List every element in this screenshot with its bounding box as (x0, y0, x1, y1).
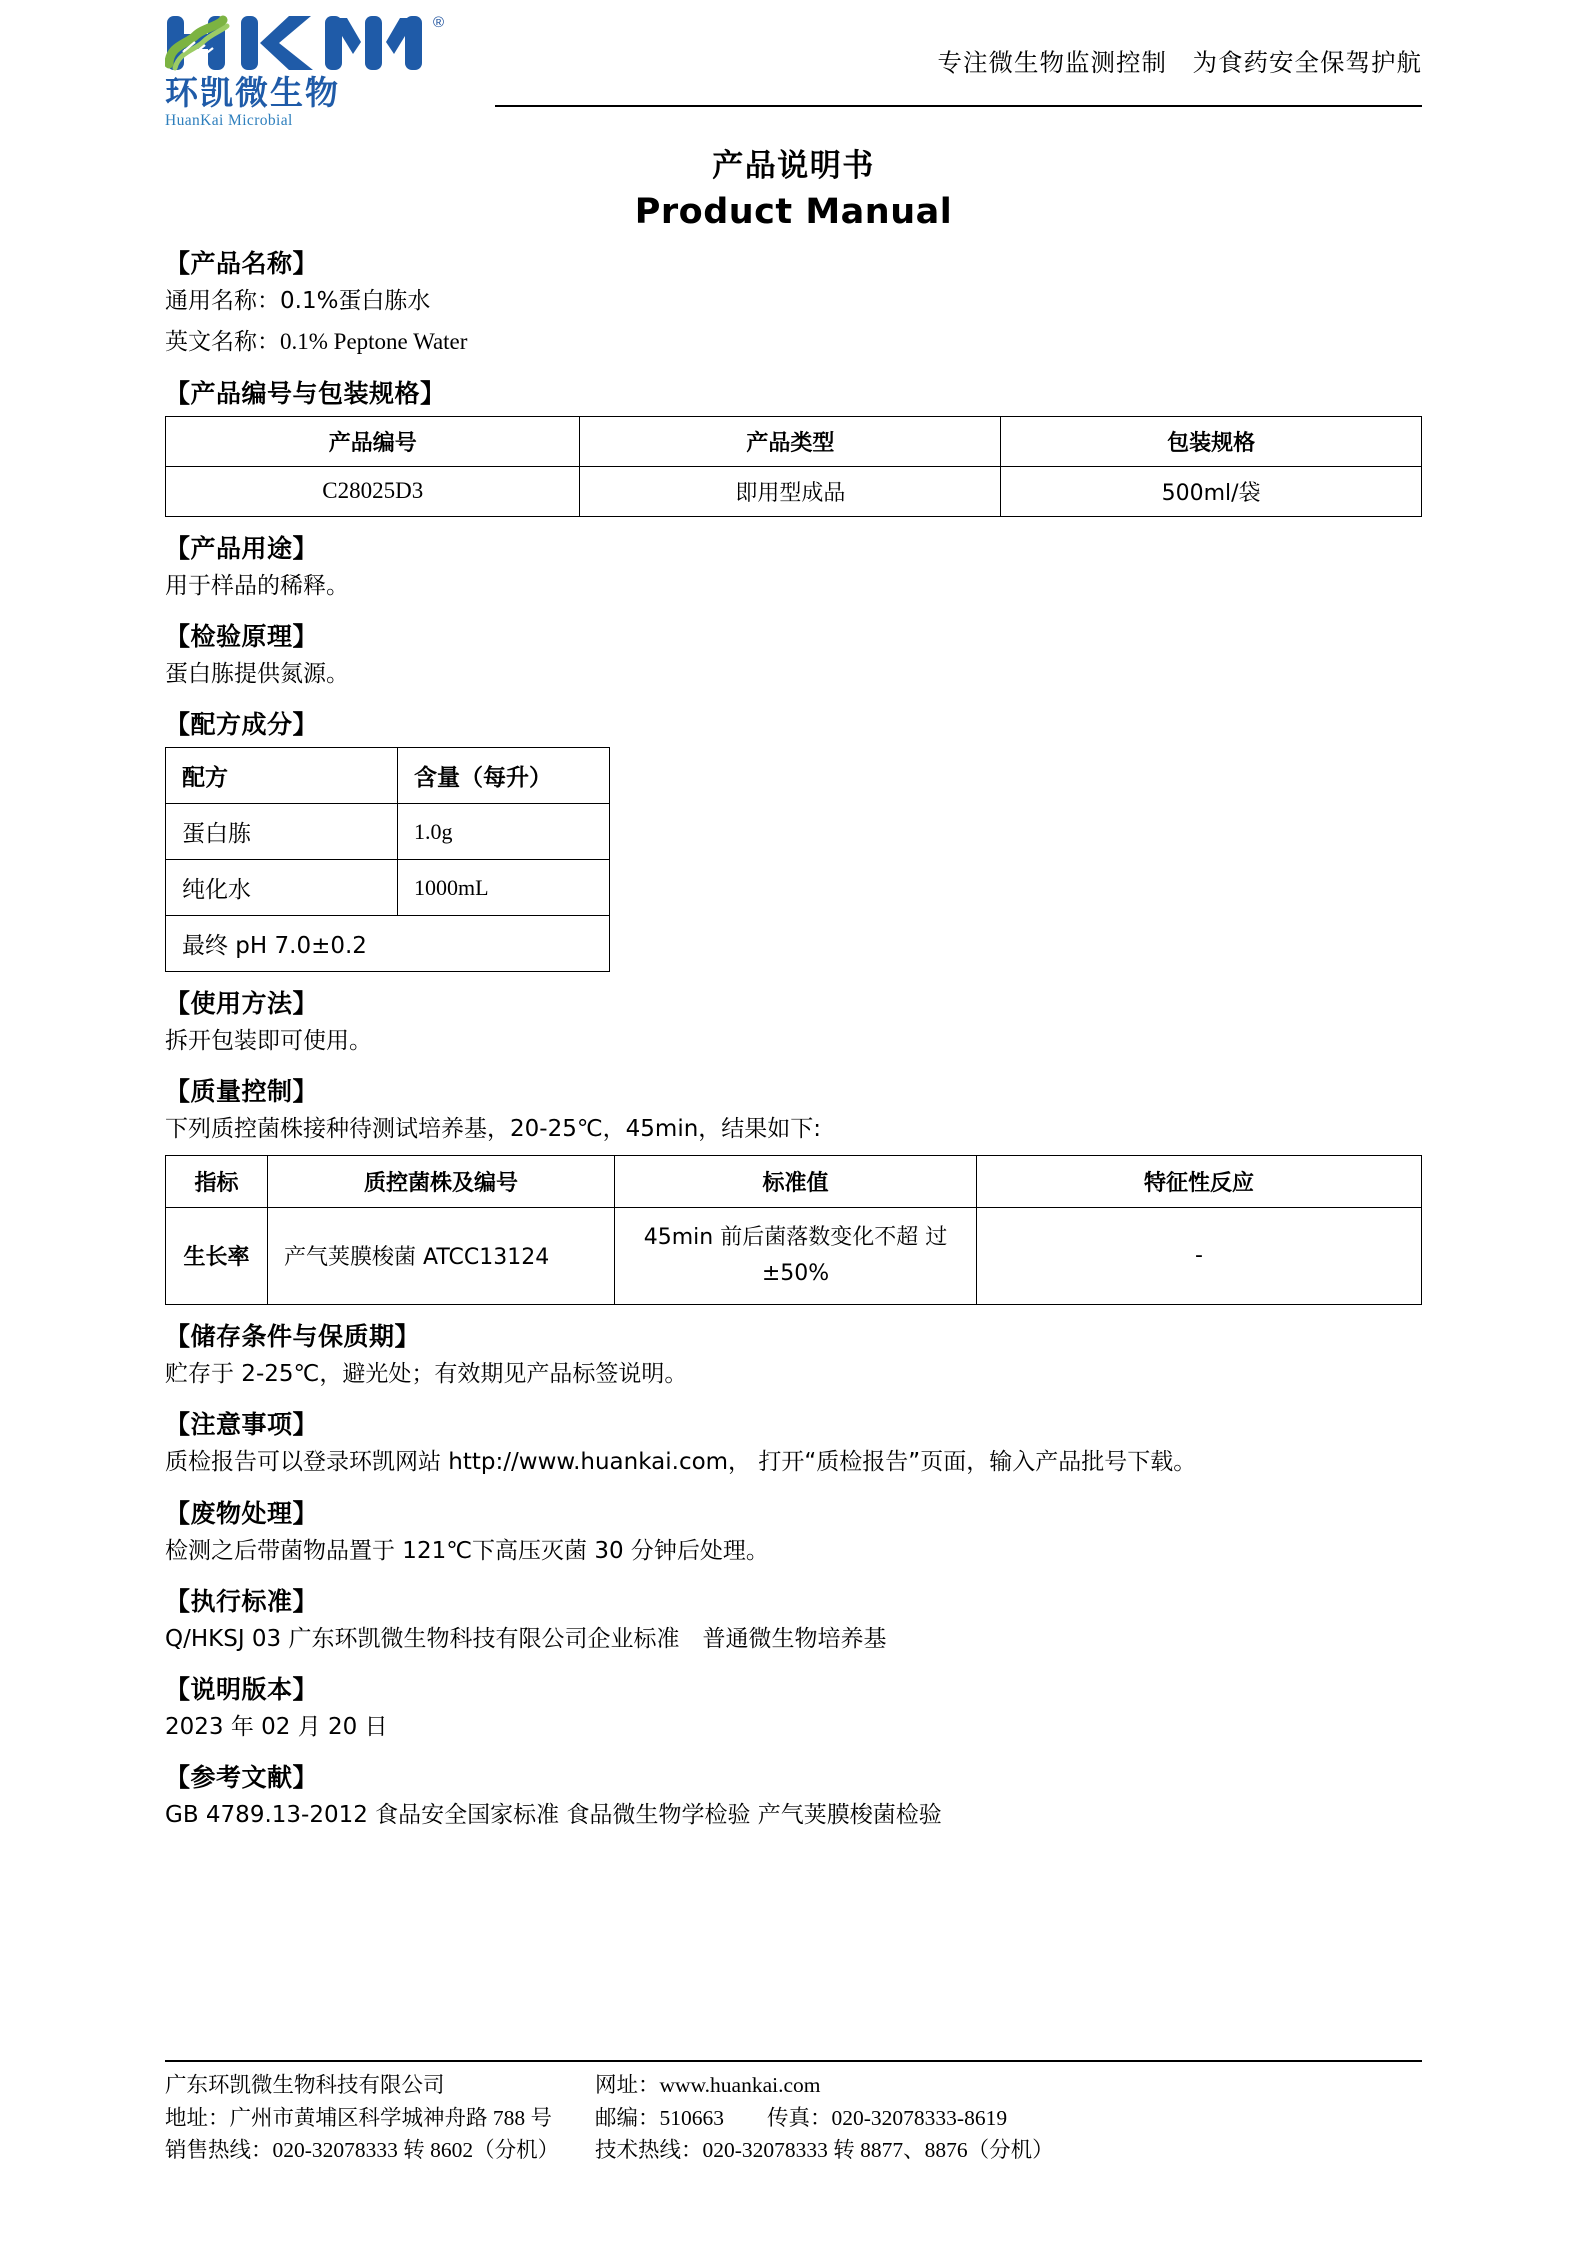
product-english-name-label: 英文名称： (165, 329, 280, 356)
column-header-product-code: 产品编号 (166, 416, 580, 466)
page-footer (165, 2060, 1422, 2167)
cell-ingredient-name: 蛋白胨 (166, 804, 398, 860)
cell-strain: 产气荚膜梭菌 ATCC13124 (268, 1207, 615, 1305)
footer-postcode-fax: 邮编：510663 传真：020-32078333-8619 (595, 2105, 1008, 2130)
section-heading-quality-control: 【质量控制】 (165, 1077, 319, 1107)
column-header-package-spec: 包装规格 (1001, 416, 1422, 466)
cell-ingredient-amount: 1000mL (398, 860, 610, 916)
cell-product-code: C28025D3 (166, 466, 580, 516)
cell-package-spec: 500ml/袋 (1001, 466, 1422, 516)
footer-right-column (595, 2069, 1422, 2167)
section-heading-purpose: 【产品用途】 (165, 533, 319, 563)
section-heading-method: 【使用方法】 (165, 989, 319, 1018)
table-row (166, 466, 1422, 516)
product-english-name-line (165, 323, 1422, 361)
section-heading-formula: 【配方成分】 (165, 710, 319, 739)
column-header-content-per-liter: 含量（每升） (398, 748, 610, 804)
section-heading-waste-disposal: 【废物处理】 (165, 1498, 319, 1528)
cell-product-type: 即用型成品 (580, 466, 1001, 516)
table-row (166, 804, 610, 860)
section-heading-references: 【参考文献】 (165, 1763, 319, 1793)
header-tagline-wrap (465, 0, 1422, 79)
purpose-text: 用于样品的稀释。 (165, 572, 349, 599)
column-header-characteristic-reaction: 特征性反应 (977, 1155, 1422, 1207)
section-heading-notes: 【注意事项】 (165, 1410, 319, 1440)
product-generic-name-label: 通用名称： (165, 288, 280, 314)
column-header-standard-value: 标准值 (615, 1155, 977, 1207)
logo-english-name: HuanKai Microbial (165, 111, 293, 129)
column-header-formula: 配方 (166, 748, 398, 804)
formula-table (165, 747, 610, 972)
column-header-indicator: 指标 (166, 1155, 268, 1207)
notes-text: 质检报告可以登录环凯网站 http://www.huankai.com， 打开“质检报告”页面，输入产品批号下载。 (165, 1449, 1197, 1476)
standard-value-line-1: 45min 前后菌落数变化不超 (643, 1224, 919, 1250)
section-heading-standard: 【执行标准】 (165, 1586, 319, 1616)
page-title-english: Product Manual (634, 192, 953, 232)
hkm-logo-icon (165, 12, 430, 74)
footer-website: 网址：www.huankai.com (595, 2072, 821, 2097)
version-text: 2023 年 02 月 20 日 (165, 1714, 388, 1741)
section-heading-version: 【说明版本】 (165, 1675, 319, 1705)
standard-value-line-2: 过±50% (761, 1224, 948, 1286)
quality-control-intro: 下列质控菌株接种待测试培养基，20-25℃，45min，结果如下: (165, 1116, 822, 1143)
cell-final-ph: 最终 pH 7.0±0.2 (166, 916, 610, 972)
page-header (165, 0, 1422, 129)
product-english-name-value: 0.1% Peptone Water (280, 329, 468, 355)
footer-tech-hotline: 技术热线：020-32078333 转 8877、8876（分机） (595, 2138, 1054, 2163)
footer-company-name: 广东环凯微生物科技有限公司 (165, 2072, 445, 2097)
storage-text: 贮存于 2-25℃，避光处；有效期见产品标签说明。 (165, 1361, 688, 1388)
footer-columns (165, 2069, 1422, 2167)
product-code-table (165, 416, 1422, 517)
logo-chinese-name: 环凯微生物 (165, 73, 340, 112)
footer-address: 地址：广州市黄埔区科学城神舟路 788 号 (165, 2105, 553, 2130)
section-heading-code-spec: 【产品编号与包装规格】 (165, 378, 446, 408)
header-tagline: 专注微生物监测控制 为食药安全保驾护航 (937, 48, 1422, 77)
page-title-chinese: 产品说明书 (712, 148, 875, 184)
section-heading-product-name: 【产品名称】 (165, 249, 319, 278)
footer-divider (165, 2060, 1422, 2062)
section-heading-storage: 【储存条件与保质期】 (165, 1322, 421, 1352)
header-divider (495, 105, 1422, 107)
product-generic-name-line (165, 283, 1422, 320)
references-text: GB 4789.13-2012 食品安全国家标准 食品微生物学检验 产气荚膜梭菌检验 (165, 1802, 942, 1829)
column-header-product-type: 产品类型 (580, 416, 1001, 466)
standard-text: Q/HKSJ 03 广东环凯微生物科技有限公司企业标准 普通微生物培养基 (165, 1625, 887, 1652)
cell-ingredient-amount: 1.0g (398, 804, 610, 860)
cell-ingredient-name: 纯化水 (166, 860, 398, 916)
method-text: 拆开包装即可使用。 (165, 1028, 372, 1054)
cell-indicator: 生长率 (166, 1207, 268, 1305)
principle-text: 蛋白胨提供氮源。 (165, 660, 349, 687)
hkm-logo-mark (165, 12, 444, 74)
product-generic-name-value: 0.1%蛋白胨水 (280, 288, 431, 314)
table-row (166, 860, 610, 916)
footer-left-column (165, 2069, 595, 2167)
section-heading-principle: 【检验原理】 (165, 621, 319, 651)
waste-disposal-text: 检测之后带菌物品置于 121℃下高压灭菌 30 分钟后处理。 (165, 1537, 769, 1564)
quality-control-table (165, 1155, 1422, 1306)
company-logo (165, 0, 465, 130)
cell-characteristic-reaction: - (977, 1207, 1422, 1305)
table-header-row (166, 1155, 1422, 1207)
cell-standard-value (615, 1207, 977, 1305)
footer-sales-hotline: 销售热线：020-32078333 转 8602（分机） (165, 2138, 560, 2163)
table-header-row (166, 748, 610, 804)
table-header-row (166, 416, 1422, 466)
table-row-ph (166, 916, 610, 972)
registered-trademark-icon: ® (432, 14, 444, 31)
column-header-strain: 质控菌株及编号 (268, 1155, 615, 1207)
table-row (166, 1207, 1422, 1305)
